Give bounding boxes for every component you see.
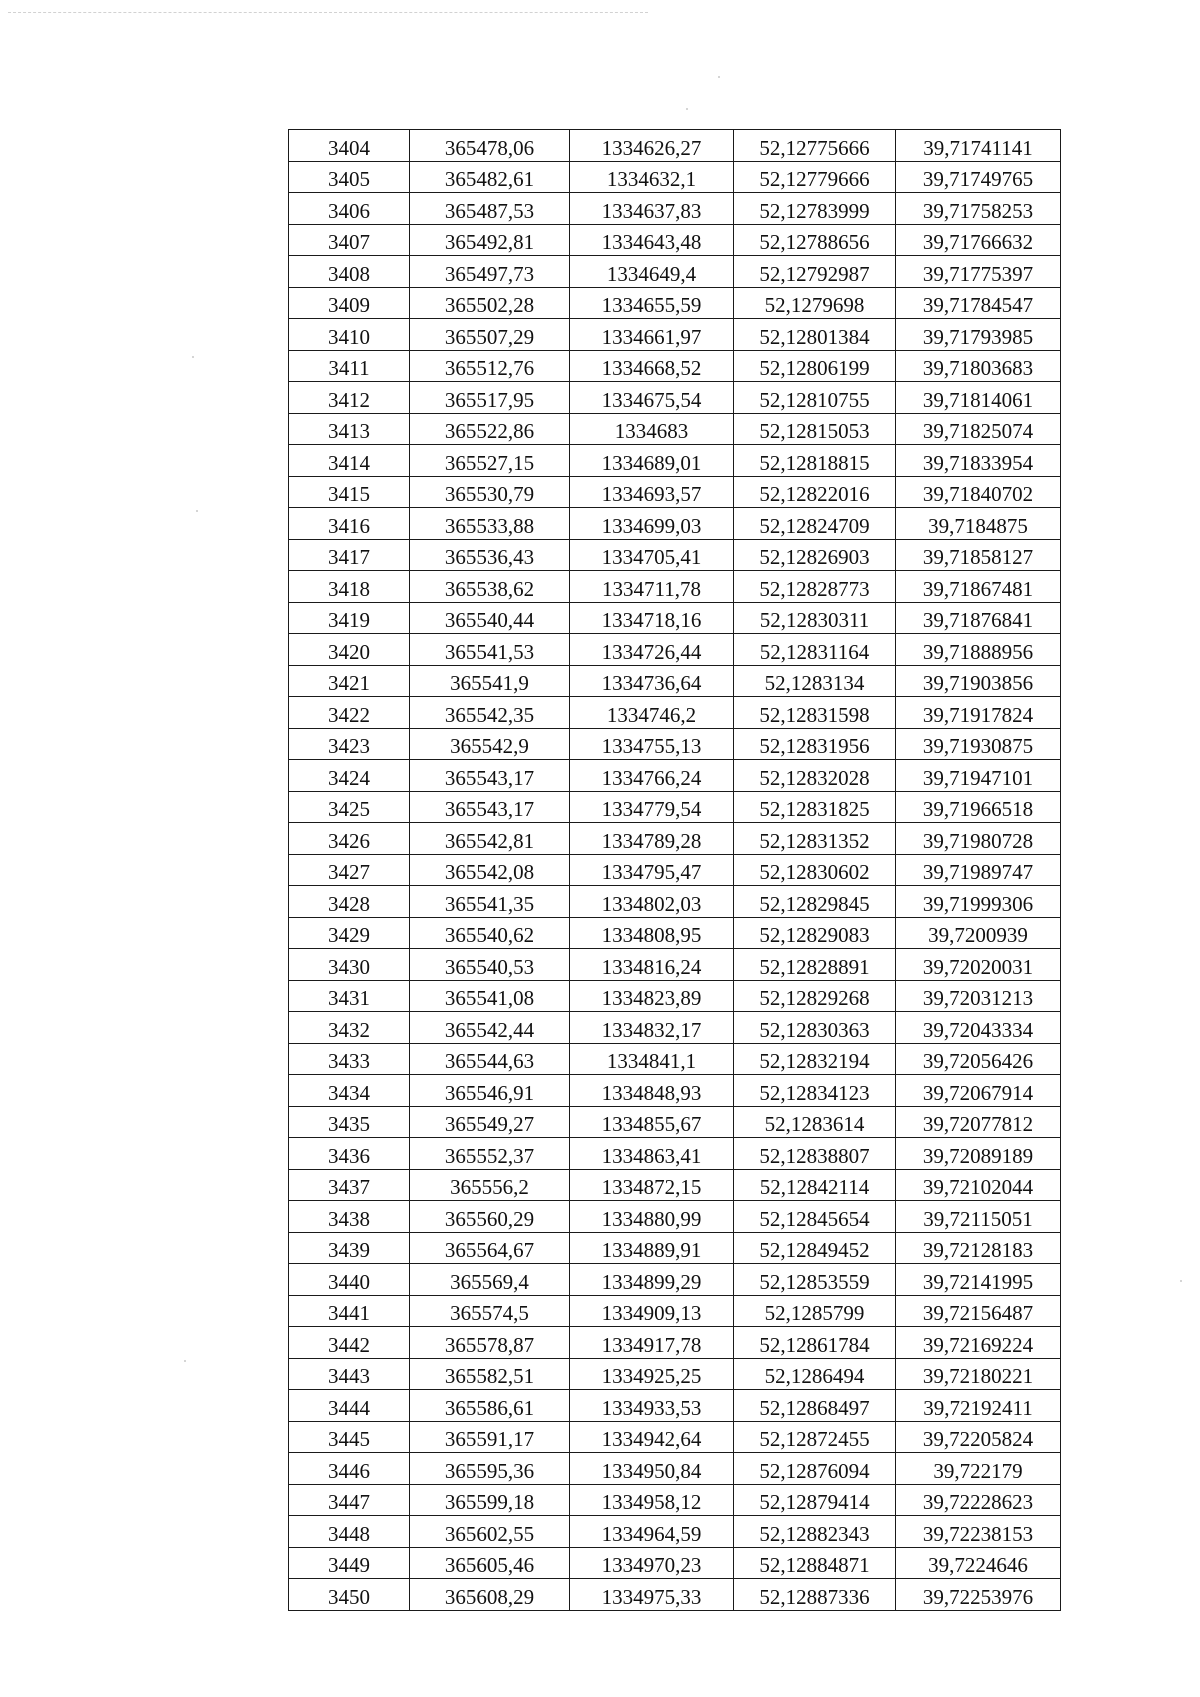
scan-speck [184, 1360, 186, 1362]
point-number-cell: 3422 [289, 697, 410, 729]
x-coordinate-cell: 365542,9 [410, 728, 570, 760]
point-number-cell: 3412 [289, 382, 410, 414]
scan-speck [192, 356, 194, 358]
x-coordinate-cell: 365542,44 [410, 1012, 570, 1044]
y-coordinate-cell: 1334789,28 [570, 823, 734, 855]
x-coordinate-cell: 365541,53 [410, 634, 570, 666]
x-coordinate-cell: 365527,15 [410, 445, 570, 477]
table-row [289, 665, 1061, 697]
point-number-cell: 3407 [289, 224, 410, 256]
point-number-cell: 3434 [289, 1075, 410, 1107]
longitude-cell: 39,71803683 [896, 350, 1061, 382]
longitude-cell: 39,72253976 [896, 1579, 1061, 1611]
point-number-cell: 3409 [289, 287, 410, 319]
longitude-cell: 39,71989747 [896, 854, 1061, 886]
latitude-cell: 52,12876094 [734, 1453, 896, 1485]
table-row [289, 476, 1061, 508]
y-coordinate-cell: 1334718,16 [570, 602, 734, 634]
x-coordinate-cell: 365507,29 [410, 319, 570, 351]
latitude-cell: 52,12829845 [734, 886, 896, 918]
latitude-cell: 52,1283614 [734, 1106, 896, 1138]
x-coordinate-cell: 365595,36 [410, 1453, 570, 1485]
latitude-cell: 52,12824709 [734, 508, 896, 540]
table-row [289, 1264, 1061, 1296]
table-row [289, 760, 1061, 792]
y-coordinate-cell: 1334950,84 [570, 1453, 734, 1485]
x-coordinate-cell: 365540,53 [410, 949, 570, 981]
x-coordinate-cell: 365541,9 [410, 665, 570, 697]
y-coordinate-cell: 1334933,53 [570, 1390, 734, 1422]
x-coordinate-cell: 365560,29 [410, 1201, 570, 1233]
latitude-cell: 52,12845654 [734, 1201, 896, 1233]
table-row [289, 602, 1061, 634]
longitude-cell: 39,7224646 [896, 1547, 1061, 1579]
latitude-cell: 52,12832194 [734, 1043, 896, 1075]
table-row [289, 1201, 1061, 1233]
longitude-cell: 39,71749765 [896, 161, 1061, 193]
scan-speck [1180, 1280, 1182, 1282]
point-number-cell: 3431 [289, 980, 410, 1012]
table-row [289, 1012, 1061, 1044]
point-number-cell: 3414 [289, 445, 410, 477]
point-number-cell: 3442 [289, 1327, 410, 1359]
table-row [289, 1327, 1061, 1359]
point-number-cell: 3430 [289, 949, 410, 981]
table-row [289, 445, 1061, 477]
latitude-cell: 52,12830602 [734, 854, 896, 886]
point-number-cell: 3404 [289, 130, 410, 162]
point-number-cell: 3405 [289, 161, 410, 193]
latitude-cell: 52,12779666 [734, 161, 896, 193]
point-number-cell: 3432 [289, 1012, 410, 1044]
point-number-cell: 3433 [289, 1043, 410, 1075]
table-row [289, 193, 1061, 225]
y-coordinate-cell: 1334632,1 [570, 161, 734, 193]
y-coordinate-cell: 1334917,78 [570, 1327, 734, 1359]
y-coordinate-cell: 1334637,83 [570, 193, 734, 225]
longitude-cell: 39,7184875 [896, 508, 1061, 540]
y-coordinate-cell: 1334689,01 [570, 445, 734, 477]
y-coordinate-cell: 1334683 [570, 413, 734, 445]
longitude-cell: 39,72169224 [896, 1327, 1061, 1359]
longitude-cell: 39,7200939 [896, 917, 1061, 949]
coordinates-table-body [289, 130, 1061, 1611]
longitude-cell: 39,72192411 [896, 1390, 1061, 1422]
y-coordinate-cell: 1334808,95 [570, 917, 734, 949]
y-coordinate-cell: 1334925,25 [570, 1358, 734, 1390]
latitude-cell: 52,12801384 [734, 319, 896, 351]
longitude-cell: 39,71833954 [896, 445, 1061, 477]
longitude-cell: 39,72156487 [896, 1295, 1061, 1327]
table-row [289, 823, 1061, 855]
x-coordinate-cell: 365502,28 [410, 287, 570, 319]
latitude-cell: 52,12832028 [734, 760, 896, 792]
x-coordinate-cell: 365542,08 [410, 854, 570, 886]
latitude-cell: 52,12828773 [734, 571, 896, 603]
longitude-cell: 39,71758253 [896, 193, 1061, 225]
point-number-cell: 3445 [289, 1421, 410, 1453]
longitude-cell: 39,71876841 [896, 602, 1061, 634]
point-number-cell: 3429 [289, 917, 410, 949]
x-coordinate-cell: 365478,06 [410, 130, 570, 162]
latitude-cell: 52,12879414 [734, 1484, 896, 1516]
y-coordinate-cell: 1334649,4 [570, 256, 734, 288]
longitude-cell: 39,72115051 [896, 1201, 1061, 1233]
y-coordinate-cell: 1334823,89 [570, 980, 734, 1012]
latitude-cell: 52,12822016 [734, 476, 896, 508]
latitude-cell: 52,12829268 [734, 980, 896, 1012]
longitude-cell: 39,72031213 [896, 980, 1061, 1012]
longitude-cell: 39,72089189 [896, 1138, 1061, 1170]
y-coordinate-cell: 1334643,48 [570, 224, 734, 256]
x-coordinate-cell: 365569,4 [410, 1264, 570, 1296]
x-coordinate-cell: 365552,37 [410, 1138, 570, 1170]
longitude-cell: 39,71867481 [896, 571, 1061, 603]
table-row [289, 413, 1061, 445]
x-coordinate-cell: 365530,79 [410, 476, 570, 508]
latitude-cell: 52,1285799 [734, 1295, 896, 1327]
longitude-cell: 39,71825074 [896, 413, 1061, 445]
y-coordinate-cell: 1334779,54 [570, 791, 734, 823]
point-number-cell: 3411 [289, 350, 410, 382]
x-coordinate-cell: 365599,18 [410, 1484, 570, 1516]
table-row [289, 728, 1061, 760]
scan-speck [718, 76, 720, 78]
table-row [289, 854, 1061, 886]
y-coordinate-cell: 1334668,52 [570, 350, 734, 382]
y-coordinate-cell: 1334726,44 [570, 634, 734, 666]
x-coordinate-cell: 365512,76 [410, 350, 570, 382]
point-number-cell: 3421 [289, 665, 410, 697]
x-coordinate-cell: 365591,17 [410, 1421, 570, 1453]
table-row [289, 130, 1061, 162]
point-number-cell: 3406 [289, 193, 410, 225]
table-row [289, 886, 1061, 918]
table-row [289, 1453, 1061, 1485]
table-row [289, 382, 1061, 414]
table-row [289, 1358, 1061, 1390]
point-number-cell: 3435 [289, 1106, 410, 1138]
y-coordinate-cell: 1334880,99 [570, 1201, 734, 1233]
latitude-cell: 52,12830311 [734, 602, 896, 634]
point-number-cell: 3413 [289, 413, 410, 445]
longitude-cell: 39,71858127 [896, 539, 1061, 571]
latitude-cell: 52,12861784 [734, 1327, 896, 1359]
point-number-cell: 3446 [289, 1453, 410, 1485]
longitude-cell: 39,72020031 [896, 949, 1061, 981]
table-row [289, 791, 1061, 823]
latitude-cell: 52,1279698 [734, 287, 896, 319]
x-coordinate-cell: 365540,44 [410, 602, 570, 634]
table-row [289, 949, 1061, 981]
y-coordinate-cell: 1334832,17 [570, 1012, 734, 1044]
y-coordinate-cell: 1334661,97 [570, 319, 734, 351]
table-row [289, 1106, 1061, 1138]
point-number-cell: 3438 [289, 1201, 410, 1233]
latitude-cell: 52,12829083 [734, 917, 896, 949]
y-coordinate-cell: 1334705,41 [570, 539, 734, 571]
point-number-cell: 3410 [289, 319, 410, 351]
longitude-cell: 39,72128183 [896, 1232, 1061, 1264]
x-coordinate-cell: 365487,53 [410, 193, 570, 225]
y-coordinate-cell: 1334626,27 [570, 130, 734, 162]
latitude-cell: 52,12831164 [734, 634, 896, 666]
latitude-cell: 52,12849452 [734, 1232, 896, 1264]
table-row [289, 1043, 1061, 1075]
latitude-cell: 52,12775666 [734, 130, 896, 162]
latitude-cell: 52,12815053 [734, 413, 896, 445]
x-coordinate-cell: 365546,91 [410, 1075, 570, 1107]
y-coordinate-cell: 1334863,41 [570, 1138, 734, 1170]
x-coordinate-cell: 365542,35 [410, 697, 570, 729]
longitude-cell: 39,72205824 [896, 1421, 1061, 1453]
y-coordinate-cell: 1334816,24 [570, 949, 734, 981]
x-coordinate-cell: 365605,46 [410, 1547, 570, 1579]
x-coordinate-cell: 365522,86 [410, 413, 570, 445]
table-row [289, 1516, 1061, 1548]
y-coordinate-cell: 1334889,91 [570, 1232, 734, 1264]
latitude-cell: 52,12788656 [734, 224, 896, 256]
scan-speck [686, 108, 688, 110]
longitude-cell: 39,71903856 [896, 665, 1061, 697]
point-number-cell: 3425 [289, 791, 410, 823]
latitude-cell: 52,12828891 [734, 949, 896, 981]
x-coordinate-cell: 365544,63 [410, 1043, 570, 1075]
table-row [289, 539, 1061, 571]
x-coordinate-cell: 365533,88 [410, 508, 570, 540]
scan-artifact-line [8, 12, 648, 13]
table-row [289, 1232, 1061, 1264]
longitude-cell: 39,71947101 [896, 760, 1061, 792]
y-coordinate-cell: 1334655,59 [570, 287, 734, 319]
point-number-cell: 3424 [289, 760, 410, 792]
point-number-cell: 3448 [289, 1516, 410, 1548]
longitude-cell: 39,72077812 [896, 1106, 1061, 1138]
longitude-cell: 39,72238153 [896, 1516, 1061, 1548]
x-coordinate-cell: 365536,43 [410, 539, 570, 571]
table-row [289, 980, 1061, 1012]
longitude-cell: 39,72043334 [896, 1012, 1061, 1044]
y-coordinate-cell: 1334909,13 [570, 1295, 734, 1327]
table-row [289, 1484, 1061, 1516]
latitude-cell: 52,12831956 [734, 728, 896, 760]
scan-speck [196, 510, 198, 512]
y-coordinate-cell: 1334975,33 [570, 1579, 734, 1611]
latitude-cell: 52,1283134 [734, 665, 896, 697]
longitude-cell: 39,72228623 [896, 1484, 1061, 1516]
latitude-cell: 52,12830363 [734, 1012, 896, 1044]
point-number-cell: 3447 [289, 1484, 410, 1516]
x-coordinate-cell: 365541,08 [410, 980, 570, 1012]
point-number-cell: 3419 [289, 602, 410, 634]
longitude-cell: 39,72141995 [896, 1264, 1061, 1296]
point-number-cell: 3427 [289, 854, 410, 886]
x-coordinate-cell: 365586,61 [410, 1390, 570, 1422]
point-number-cell: 3440 [289, 1264, 410, 1296]
latitude-cell: 52,12818815 [734, 445, 896, 477]
longitude-cell: 39,72102044 [896, 1169, 1061, 1201]
table-row [289, 1421, 1061, 1453]
latitude-cell: 52,12792987 [734, 256, 896, 288]
point-number-cell: 3444 [289, 1390, 410, 1422]
x-coordinate-cell: 365492,81 [410, 224, 570, 256]
x-coordinate-cell: 365582,51 [410, 1358, 570, 1390]
table-row [289, 224, 1061, 256]
longitude-cell: 39,71917824 [896, 697, 1061, 729]
latitude-cell: 52,12853559 [734, 1264, 896, 1296]
point-number-cell: 3428 [289, 886, 410, 918]
point-number-cell: 3417 [289, 539, 410, 571]
x-coordinate-cell: 365549,27 [410, 1106, 570, 1138]
longitude-cell: 39,71930875 [896, 728, 1061, 760]
table-row [289, 634, 1061, 666]
table-row [289, 161, 1061, 193]
point-number-cell: 3420 [289, 634, 410, 666]
x-coordinate-cell: 365574,5 [410, 1295, 570, 1327]
longitude-cell: 39,72056426 [896, 1043, 1061, 1075]
point-number-cell: 3450 [289, 1579, 410, 1611]
table-row [289, 1169, 1061, 1201]
y-coordinate-cell: 1334942,64 [570, 1421, 734, 1453]
longitude-cell: 39,71980728 [896, 823, 1061, 855]
table-row [289, 1295, 1061, 1327]
y-coordinate-cell: 1334766,24 [570, 760, 734, 792]
y-coordinate-cell: 1334841,1 [570, 1043, 734, 1075]
table-row [289, 697, 1061, 729]
point-number-cell: 3437 [289, 1169, 410, 1201]
point-number-cell: 3443 [289, 1358, 410, 1390]
latitude-cell: 52,12783999 [734, 193, 896, 225]
longitude-cell: 39,71888956 [896, 634, 1061, 666]
latitude-cell: 52,12838807 [734, 1138, 896, 1170]
y-coordinate-cell: 1334711,78 [570, 571, 734, 603]
longitude-cell: 39,71814061 [896, 382, 1061, 414]
latitude-cell: 52,12831598 [734, 697, 896, 729]
longitude-cell: 39,71793985 [896, 319, 1061, 351]
table-row [289, 571, 1061, 603]
y-coordinate-cell: 1334699,03 [570, 508, 734, 540]
longitude-cell: 39,71775397 [896, 256, 1061, 288]
longitude-cell: 39,71741141 [896, 130, 1061, 162]
y-coordinate-cell: 1334795,47 [570, 854, 734, 886]
latitude-cell: 52,12831825 [734, 791, 896, 823]
table-row [289, 256, 1061, 288]
table-row [289, 1547, 1061, 1579]
table-row [289, 1579, 1061, 1611]
x-coordinate-cell: 365538,62 [410, 571, 570, 603]
y-coordinate-cell: 1334802,03 [570, 886, 734, 918]
latitude-cell: 52,12806199 [734, 350, 896, 382]
latitude-cell: 52,12810755 [734, 382, 896, 414]
y-coordinate-cell: 1334693,57 [570, 476, 734, 508]
point-number-cell: 3441 [289, 1295, 410, 1327]
y-coordinate-cell: 1334848,93 [570, 1075, 734, 1107]
y-coordinate-cell: 1334736,64 [570, 665, 734, 697]
table-row [289, 350, 1061, 382]
y-coordinate-cell: 1334899,29 [570, 1264, 734, 1296]
point-number-cell: 3408 [289, 256, 410, 288]
table-row [289, 319, 1061, 351]
x-coordinate-cell: 365517,95 [410, 382, 570, 414]
point-number-cell: 3415 [289, 476, 410, 508]
latitude-cell: 52,12884871 [734, 1547, 896, 1579]
y-coordinate-cell: 1334855,67 [570, 1106, 734, 1138]
x-coordinate-cell: 365540,62 [410, 917, 570, 949]
longitude-cell: 39,72180221 [896, 1358, 1061, 1390]
latitude-cell: 52,12872455 [734, 1421, 896, 1453]
longitude-cell: 39,71766632 [896, 224, 1061, 256]
x-coordinate-cell: 365608,29 [410, 1579, 570, 1611]
y-coordinate-cell: 1334958,12 [570, 1484, 734, 1516]
latitude-cell: 52,12831352 [734, 823, 896, 855]
table-row [289, 1075, 1061, 1107]
x-coordinate-cell: 365541,35 [410, 886, 570, 918]
y-coordinate-cell: 1334964,59 [570, 1516, 734, 1548]
x-coordinate-cell: 365482,61 [410, 161, 570, 193]
point-number-cell: 3423 [289, 728, 410, 760]
latitude-cell: 52,12882343 [734, 1516, 896, 1548]
table-row [289, 1390, 1061, 1422]
point-number-cell: 3416 [289, 508, 410, 540]
latitude-cell: 52,1286494 [734, 1358, 896, 1390]
x-coordinate-cell: 365578,87 [410, 1327, 570, 1359]
coordinates-table [288, 129, 1061, 1611]
latitude-cell: 52,12868497 [734, 1390, 896, 1422]
y-coordinate-cell: 1334755,13 [570, 728, 734, 760]
table-row [289, 287, 1061, 319]
x-coordinate-cell: 365556,2 [410, 1169, 570, 1201]
latitude-cell: 52,12842114 [734, 1169, 896, 1201]
x-coordinate-cell: 365543,17 [410, 791, 570, 823]
x-coordinate-cell: 365564,67 [410, 1232, 570, 1264]
longitude-cell: 39,72067914 [896, 1075, 1061, 1107]
longitude-cell: 39,71784547 [896, 287, 1061, 319]
table-row [289, 917, 1061, 949]
x-coordinate-cell: 365543,17 [410, 760, 570, 792]
latitude-cell: 52,12826903 [734, 539, 896, 571]
point-number-cell: 3449 [289, 1547, 410, 1579]
y-coordinate-cell: 1334746,2 [570, 697, 734, 729]
point-number-cell: 3439 [289, 1232, 410, 1264]
x-coordinate-cell: 365542,81 [410, 823, 570, 855]
y-coordinate-cell: 1334675,54 [570, 382, 734, 414]
latitude-cell: 52,12834123 [734, 1075, 896, 1107]
longitude-cell: 39,722179 [896, 1453, 1061, 1485]
point-number-cell: 3418 [289, 571, 410, 603]
table-row [289, 1138, 1061, 1170]
point-number-cell: 3436 [289, 1138, 410, 1170]
longitude-cell: 39,71840702 [896, 476, 1061, 508]
x-coordinate-cell: 365497,73 [410, 256, 570, 288]
longitude-cell: 39,71999306 [896, 886, 1061, 918]
table-row [289, 508, 1061, 540]
longitude-cell: 39,71966518 [896, 791, 1061, 823]
x-coordinate-cell: 365602,55 [410, 1516, 570, 1548]
y-coordinate-cell: 1334970,23 [570, 1547, 734, 1579]
point-number-cell: 3426 [289, 823, 410, 855]
y-coordinate-cell: 1334872,15 [570, 1169, 734, 1201]
latitude-cell: 52,12887336 [734, 1579, 896, 1611]
